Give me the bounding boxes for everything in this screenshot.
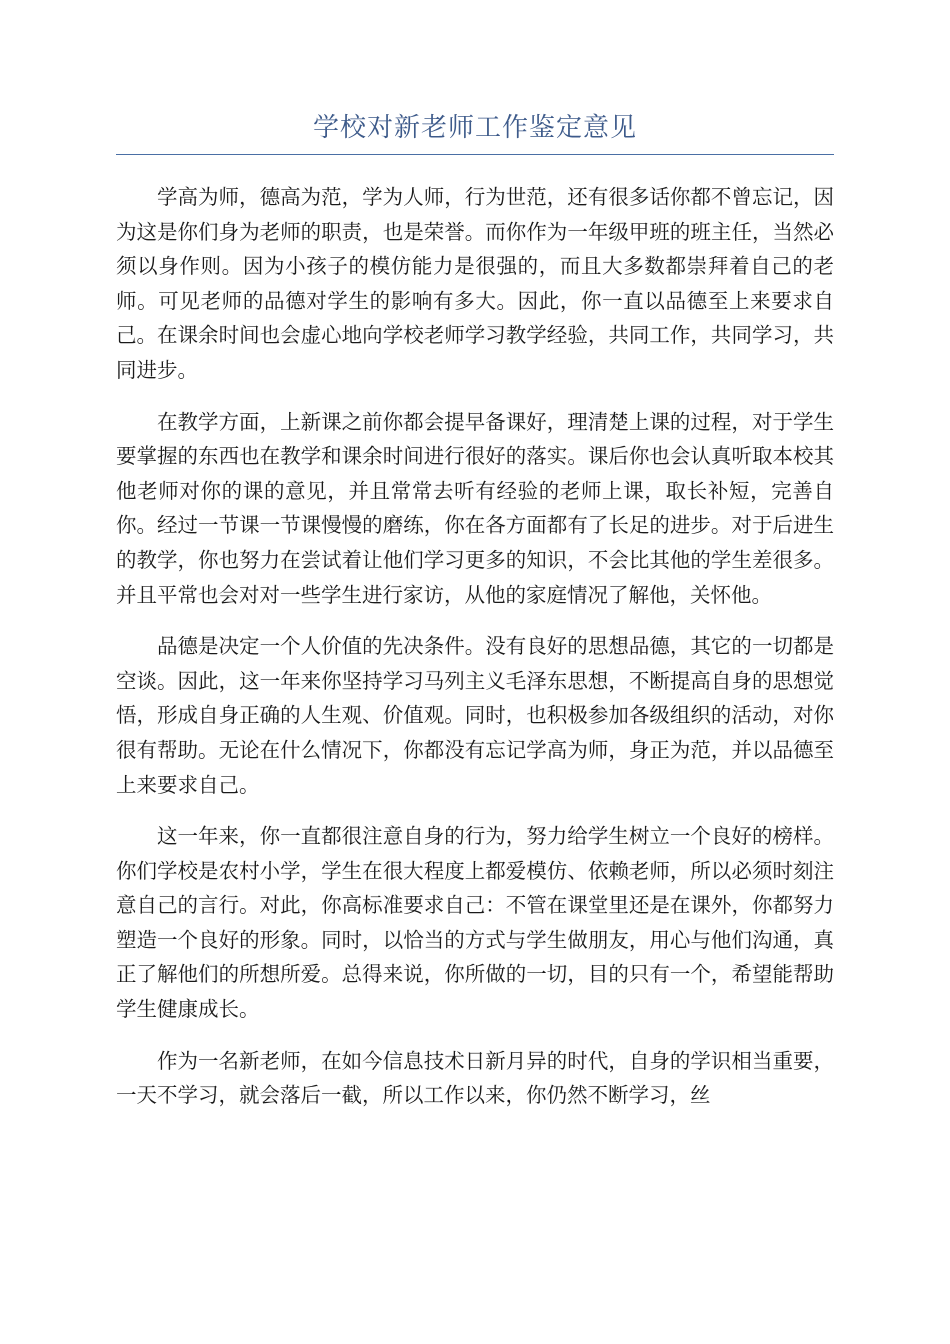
paragraph: 学高为师，德高为范，学为人师，行为世范，还有很多话你都不曾忘记，因为这是你们身为老师的职责，也是荣誉。而你作为一年级甲班的班主任，当然必须以身作则。因为小孩子的模仿能力是很强的，而且大多数都崇拜着自己的老师。可见老师的品德对学生的影响有多大。因此，你一直以品德至上来要求自己。在课余时间也会虚心地向学校老师学习教学经验，共同工作，共同学习，共同进步。 — [116, 185, 834, 382]
document-title: 学校对新老师工作鉴定意见 — [312, 113, 637, 143]
document-body — [116, 180, 834, 1130]
paragraph: 在教学方面，上新课之前你都会提早备课好，理清楚上课的过程，对于学生要掌握的东西也在教学和课余时间进行很好的落实。课后你也会认真听取本校其他老师对你的课的意见，并且常常去听有经验的老师上课，取长补短，完善自你。经过一节课一节课慢慢的磨练，你在各方面都有了长足的进步。对于后进生的教学，你也努力在尝试着让他们学习更多的知识，不会比其他的学生差很多。并且平常也会对对一些学生进行家访，从他的家庭情况了解他，关怀他。 — [116, 409, 834, 607]
paragraph: 作为一名新老师，在如今信息技术日新月异的时代，自身的学识相当重要，一天不学习，就会落后一截，所以工作以来，你仍然不断学习，丝 — [116, 1048, 834, 1108]
paragraph: 品德是决定一个人价值的先决条件。没有良好的思想品德，其它的一切都是空谈。因此，这一年来你坚持学习马列主义毛泽东思想，不断提高自身的思想觉悟，形成自身正确的人生观、价值观。同时，也积极参加各级组织的活动，对你很有帮助。无论在什么情况下，你都没有忘记学高为师，身正为范，并以品德至上来要求自己。 — [116, 634, 834, 797]
title-underline — [116, 154, 834, 155]
paragraph: 这一年来，你一直都很注意自身的行为，努力给学生树立一个良好的榜样。你们学校是农村小学，学生在很大程度上都爱模仿、依赖老师，所以必须时刻注意自己的言行。对此，你高标准要求自己：不管在课堂里还是在课外，你都努力塑造一个良好的形象。同时，以恰当的方式与学生做朋友，用心与他们沟通，真正了解他们的所想所爱。总得来说，你所做的一切，目的只有一个，希望能帮助学生健康成长。 — [116, 824, 834, 1022]
